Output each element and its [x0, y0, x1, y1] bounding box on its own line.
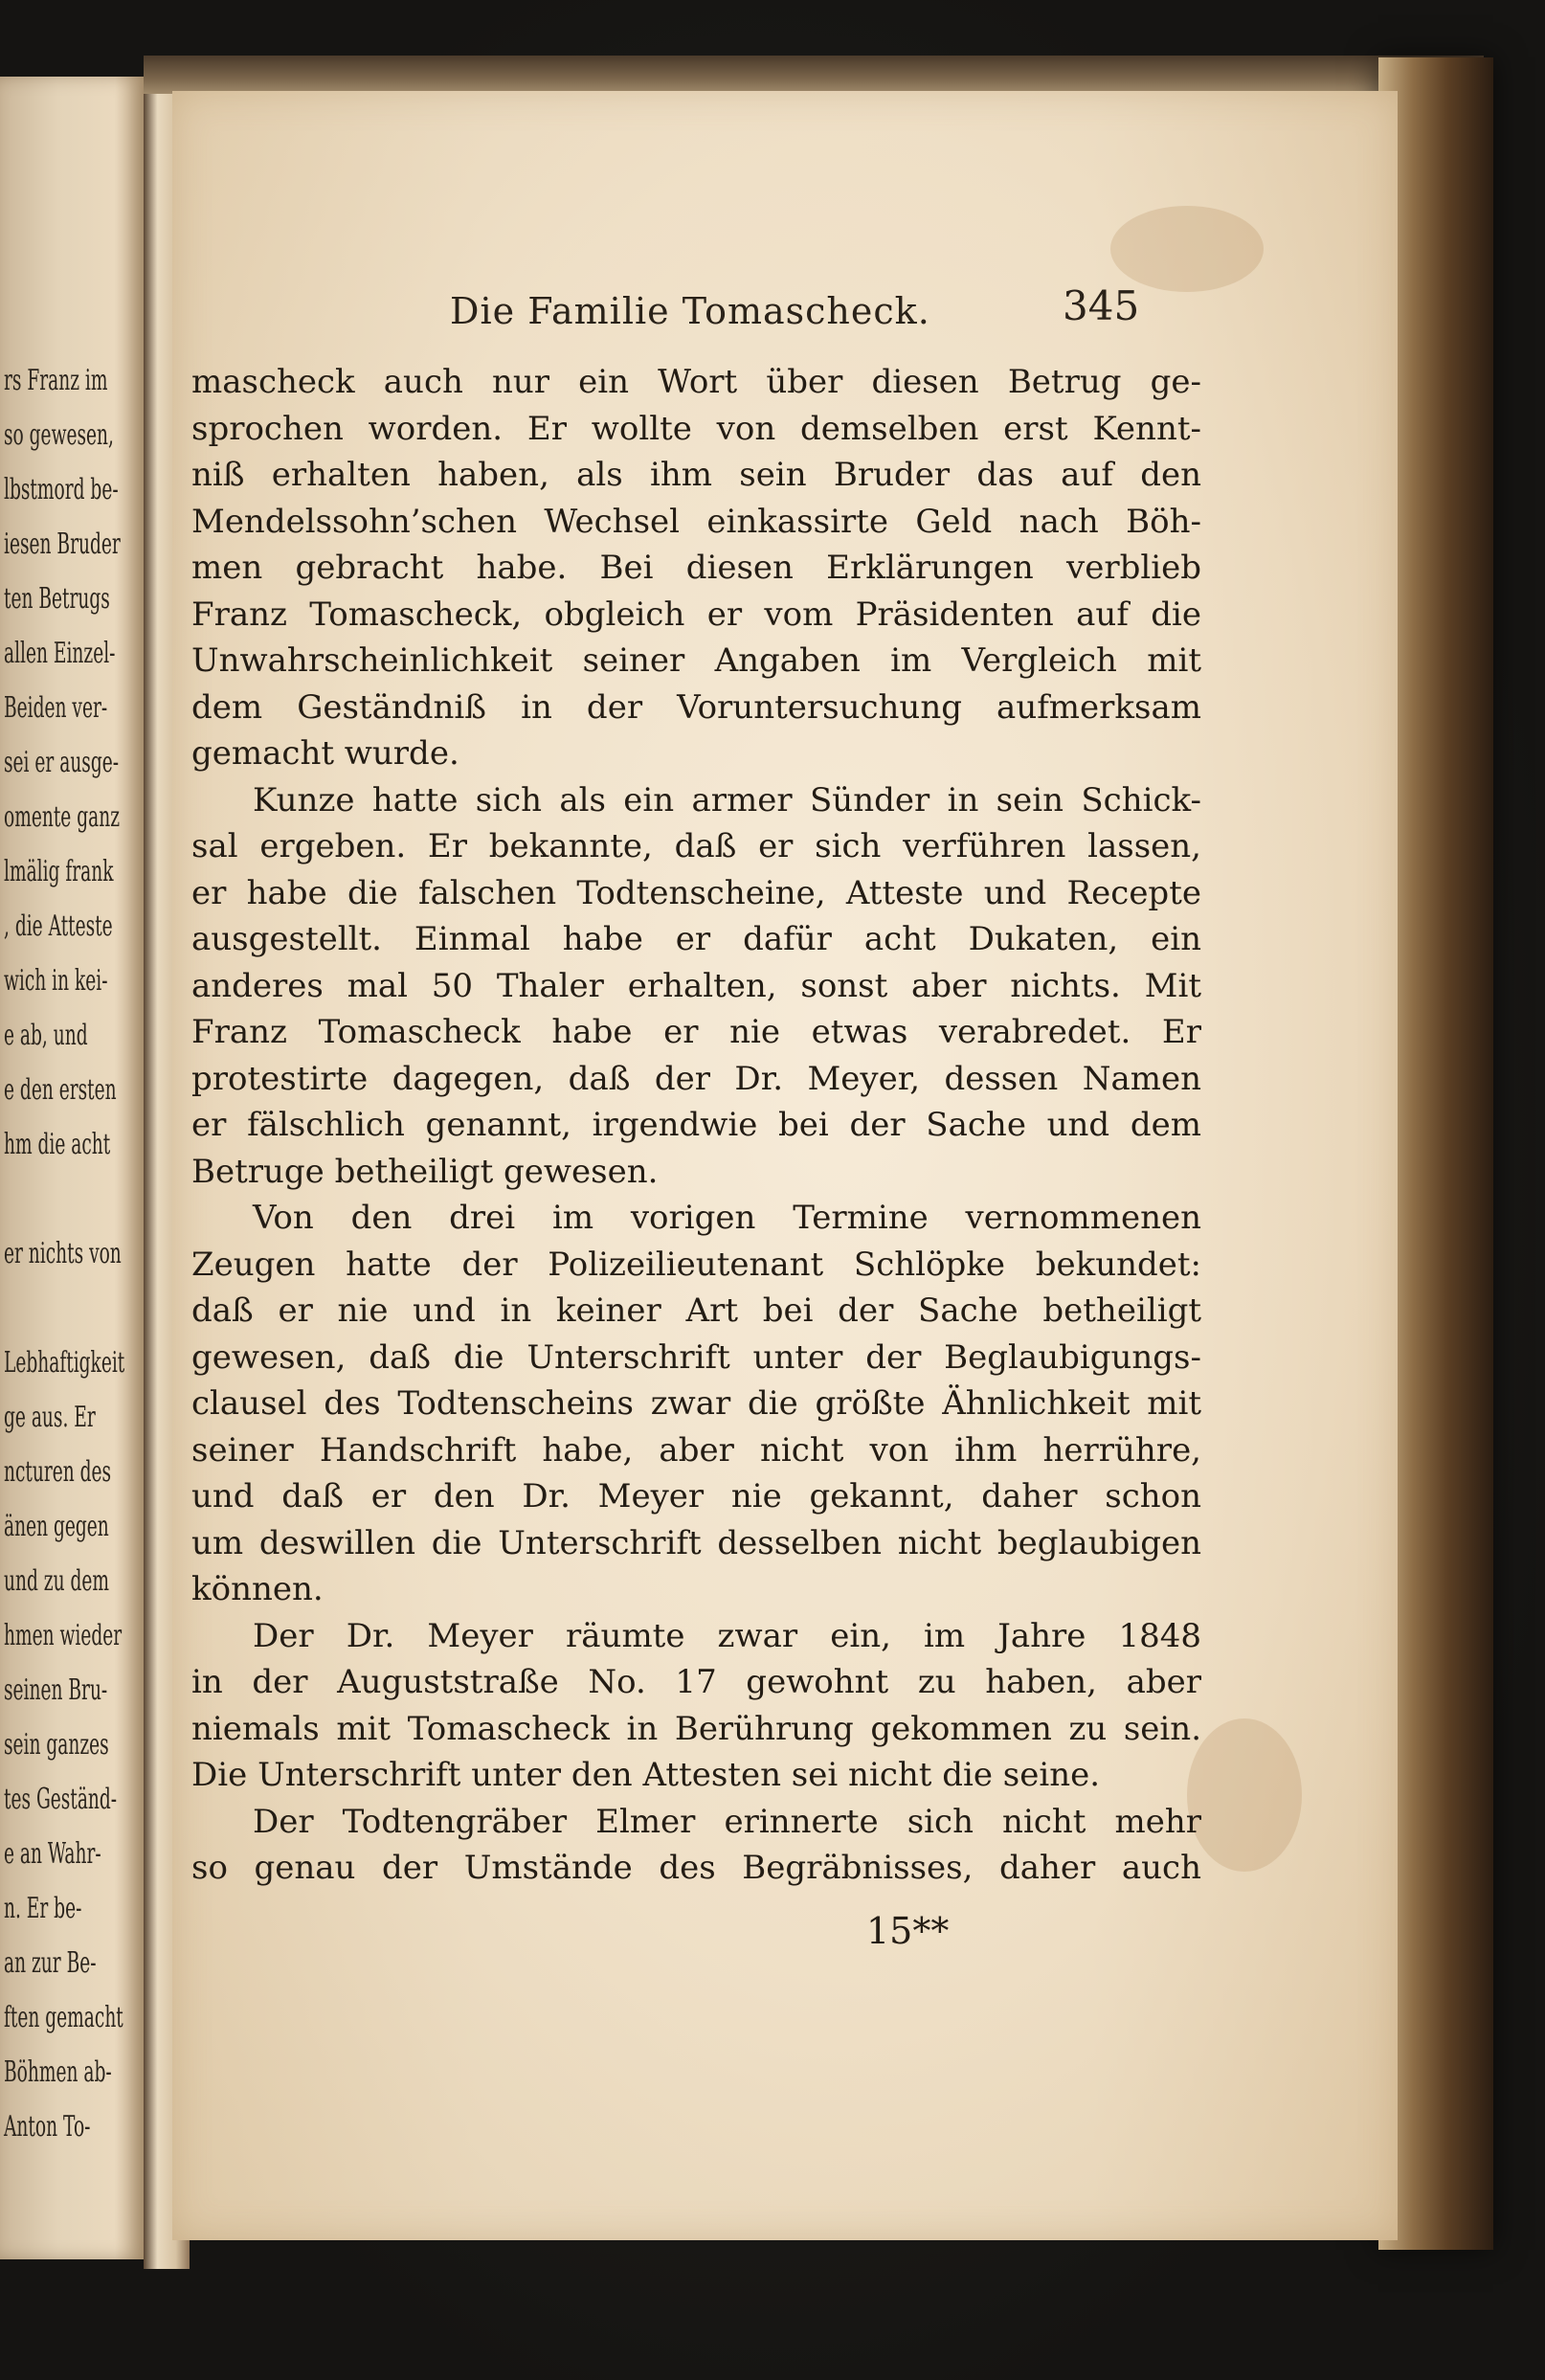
- text-line: sprochen worden. Er wollte von demselben erst Kennt-: [191, 409, 1201, 448]
- left-page-line: an zur Be-: [4, 1946, 97, 1980]
- left-page-line: wich in kei-: [4, 964, 108, 998]
- running-header: [172, 282, 1398, 340]
- text-line: er fälschlich genannt, irgendwie bei der Sache und dem: [191, 1106, 1201, 1144]
- left-page-line: Böhmen ab-: [4, 2055, 112, 2089]
- left-page-line: , die Atteste: [4, 909, 113, 943]
- text-line: Franz Tomascheck, obgleich er vom Präsidenten auf die: [191, 595, 1201, 634]
- text-line: gemacht wurde.: [191, 734, 459, 773]
- text-line: Zeugen hatte der Polizeilieutenant Schlöpke bekundet:: [191, 1245, 1201, 1284]
- text-line: und daß er den Dr. Meyer nie gekannt, daher schon: [191, 1477, 1201, 1516]
- left-page-line: omente ganz: [4, 800, 120, 834]
- text-line: dem Geständniß in der Voruntersuchung aufmerksam: [191, 687, 1201, 727]
- left-page-line: Beiden ver-: [4, 691, 108, 725]
- text-line: protestirte dagegen, daß der Dr. Meyer, dessen Namen: [191, 1059, 1201, 1098]
- text-line: men gebracht habe. Bei diesen Erklärungen verblieb: [191, 549, 1201, 587]
- book-page-345: [172, 91, 1398, 2240]
- left-page-line: Anton To-: [4, 2110, 91, 2144]
- text-line: er habe die falschen Todtenscheine, Atteste und Recepte: [191, 873, 1201, 912]
- left-page-line: rs Franz im: [4, 364, 108, 397]
- left-page-line: änen gegen: [4, 1510, 109, 1543]
- left-page-line: so gewesen,: [4, 418, 114, 452]
- text-line: können.: [191, 1570, 324, 1608]
- text-line: anderes mal 50 Thaler erhalten, sonst aber nichts. Mit: [191, 966, 1201, 1005]
- left-page-line: Lebhaftigkeit: [4, 1346, 125, 1380]
- paper-stain: [1187, 1718, 1302, 1872]
- left-page-line: sei er ausge-: [4, 746, 120, 779]
- text-line: Von den drei im vorigen Termine vernommenen: [253, 1199, 1201, 1237]
- text-line: Der Todtengräber Elmer erinnerte sich nicht mehr: [253, 1802, 1201, 1841]
- text-line: um deswillen die Unterschrift desselben nicht beglaubigen: [191, 1523, 1201, 1562]
- left-page-line: e an Wahr-: [4, 1837, 101, 1871]
- left-page-line: ge aus. Er: [4, 1401, 96, 1434]
- text-line: so genau der Umstände des Begräbnisses, daher auch: [191, 1849, 1201, 1887]
- text-line: sal ergeben. Er bekannte, daß er sich verführen lassen,: [191, 827, 1201, 865]
- text-line: gewesen, daß die Unterschrift unter der Beglaubigungs-: [191, 1337, 1201, 1377]
- left-page-line: hmen wieder: [4, 1619, 123, 1652]
- text-line: ausgestellt. Einmal habe er dafür acht Dukaten, ein: [191, 920, 1201, 958]
- text-line: Der Dr. Meyer räumte zwar ein, im Jahre 1848: [253, 1616, 1201, 1655]
- left-page-line: ten Betrugs: [4, 582, 110, 616]
- text-line: mascheck auch nur ein Wort über diesen Betrug ge-: [191, 363, 1201, 401]
- text-line: Kunze hatte sich als ein armer Sünder in sein Schick-: [253, 780, 1201, 820]
- left-page-line: lmälig frank: [4, 855, 114, 888]
- left-page-line: und zu dem: [4, 1564, 110, 1598]
- body-text: [191, 359, 1201, 1892]
- book-cover-top-edge: [144, 56, 1484, 94]
- left-page-line: ften gemacht: [4, 2001, 123, 2034]
- text-line: Unwahrscheinlichkeit seiner Angaben im Vergleich mit: [191, 641, 1201, 680]
- facing-left-page: [0, 77, 144, 2259]
- running-title: Die Familie Tomascheck.: [450, 290, 930, 332]
- left-page-line: ncturen des: [4, 1455, 112, 1489]
- text-line: clausel des Todtenscheins zwar die größte Ähnlichkeit mit: [191, 1384, 1201, 1423]
- page-number: 345: [1063, 282, 1140, 329]
- text-line: Franz Tomascheck habe er nie etwas verabredet. Er: [191, 1013, 1201, 1051]
- text-line: daß er nie und in keiner Art bei der Sache betheiligt: [191, 1291, 1201, 1330]
- printer-signature-mark: 15**: [866, 1910, 950, 1952]
- left-page-line: hm die acht: [4, 1128, 111, 1161]
- left-page-line: sein ganzes: [4, 1728, 109, 1762]
- left-page-line: seinen Bru-: [4, 1673, 108, 1707]
- left-page-line: n. Er be-: [4, 1892, 82, 1925]
- left-page-line: tes Geständ-: [4, 1783, 118, 1816]
- left-page-line: allen Einzel-: [4, 637, 116, 670]
- text-line: Die Unterschrift unter den Attesten sei nicht die seine.: [191, 1756, 1101, 1794]
- left-page-line: er nichts von: [4, 1237, 122, 1270]
- left-page-line: e ab, und: [4, 1019, 88, 1052]
- left-page-line: lbstmord be-: [4, 473, 119, 506]
- text-line: Betruge betheiligt gewesen.: [191, 1152, 659, 1191]
- text-line: niemals mit Tomascheck in Berührung gekommen zu sein.: [191, 1709, 1201, 1748]
- left-page-line: e den ersten: [4, 1073, 117, 1107]
- text-line: seiner Handschrift habe, aber nicht von ihm herrühre,: [191, 1430, 1201, 1470]
- text-line: niß erhalten haben, als ihm sein Bruder das auf den: [191, 456, 1201, 494]
- left-page-line: iesen Bruder: [4, 528, 121, 561]
- paper-stain: [1110, 206, 1264, 292]
- text-line: in der Auguststraße No. 17 gewohnt zu haben, aber: [191, 1663, 1201, 1701]
- text-line: Mendelssohn’schen Wechsel einkassirte Geld nach Böh-: [191, 502, 1201, 541]
